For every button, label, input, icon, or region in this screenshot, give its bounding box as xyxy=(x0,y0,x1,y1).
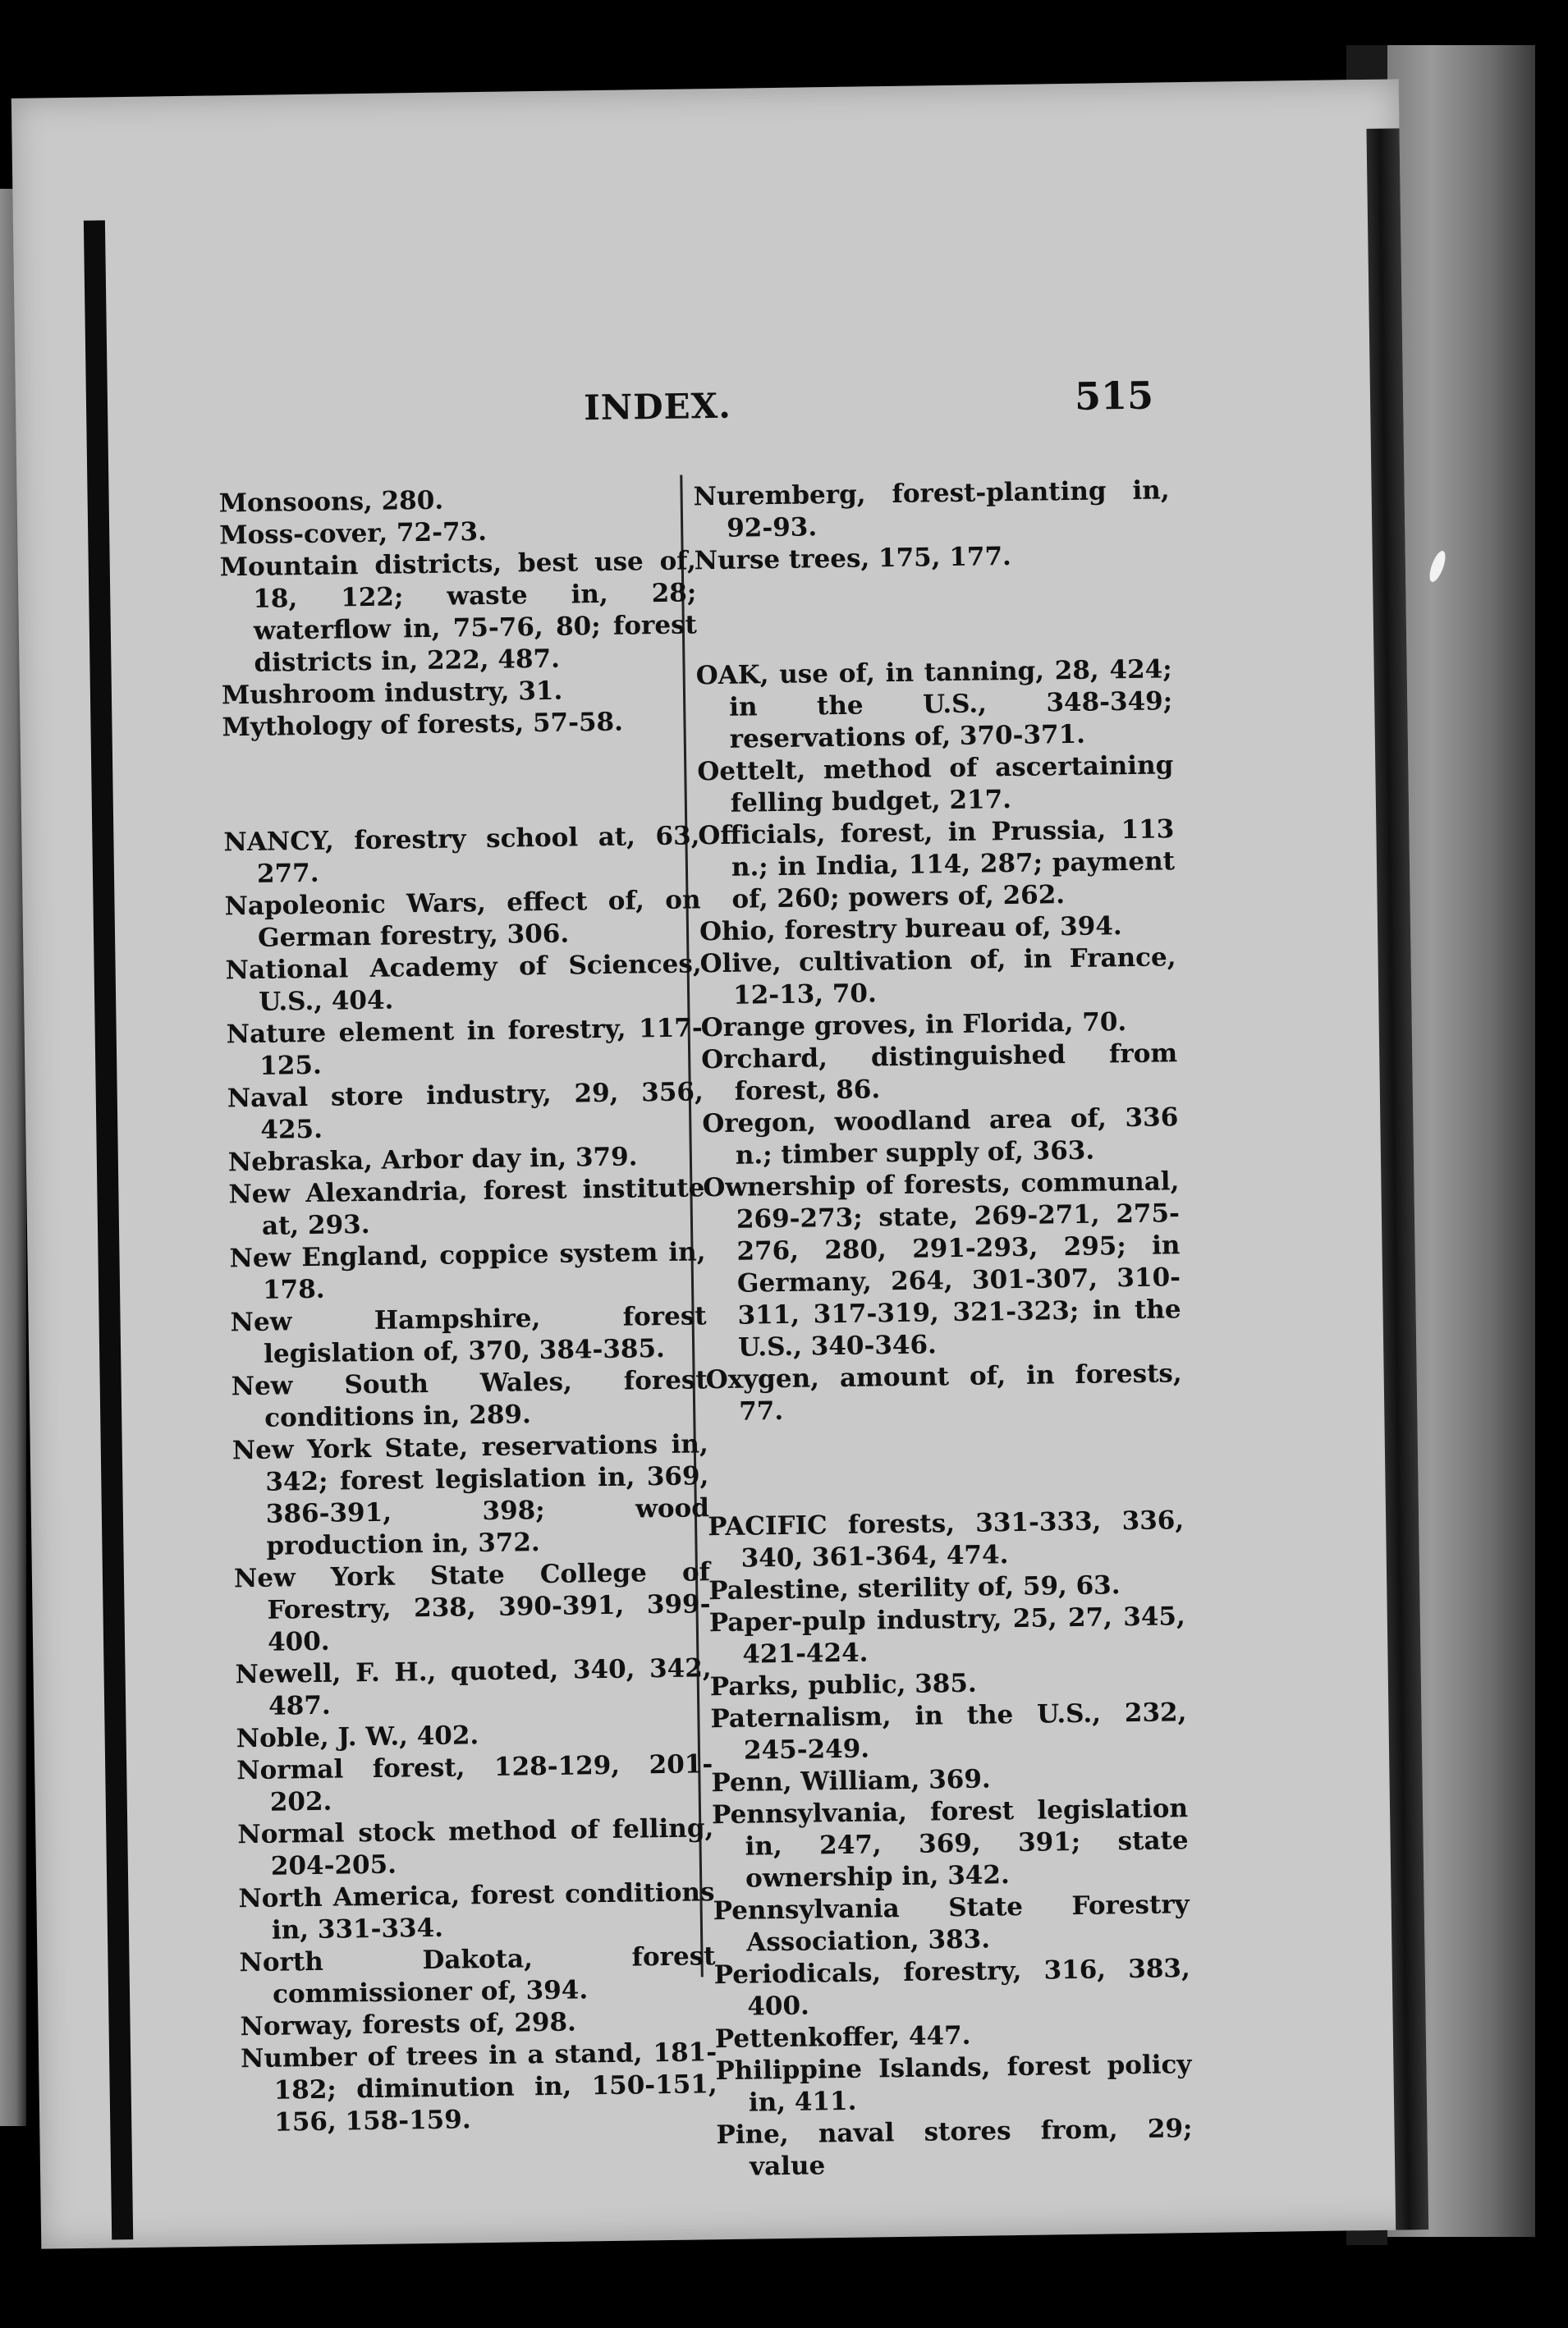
index-entry: Newell, F. H., quoted, 340, 342, 487. xyxy=(235,1653,712,1721)
index-entry: New Alexandria, forest institute at, 293. xyxy=(228,1173,705,1241)
index-entry: Mountain districts, best use of, 18, 122; waste in, 28; waterflow in, 75-76, 80; forest districts in, 222, 487. xyxy=(219,546,698,678)
index-entry: Parks, public, 385. xyxy=(709,1668,977,1702)
index-entry: Orchard, distinguished from forest, 86. xyxy=(700,1038,1178,1107)
index-entry: Penn, William, 369. xyxy=(711,1764,991,1799)
index-entry: New York State, reservations in, 342; forest legislation in, 369, 386-391, 398; wood production in, 372. xyxy=(232,1429,710,1561)
index-entry: North America, forest conditions in, 331-334. xyxy=(238,1877,715,1945)
page-header xyxy=(16,373,1404,445)
index-entry: Olive, cultivation of, in France, 12-13, 70. xyxy=(699,942,1176,1010)
index-entry: Oxygen, amount of, in forests, 77. xyxy=(705,1359,1182,1427)
index-entry: North Dakota, forest commissioner of, 394. xyxy=(239,1941,716,2010)
index-entry: Periodicals, forestry, 316, 383, 400. xyxy=(713,1954,1190,2022)
index-column-right xyxy=(693,474,1193,2184)
index-entry: Officials, forest, in Prussia, 113 n.; in India, 114, 287; payment of, 260; powers of, 262. xyxy=(698,814,1176,914)
index-entry: Ownership of forests, communal, 269-273; state, 269-271, 275-276, 280, 291-293, 295; in Germany, 264, 301-307, 310-311, 317-319, 321-323; in the U.S., 340-346. xyxy=(703,1166,1181,1363)
index-entry: Nurse trees, 175, 177. xyxy=(694,541,1012,576)
index-entry: Nature element in forestry, 117-125. xyxy=(226,1013,703,1081)
index-entry: Nuremberg, forest-planting in, 92-93. xyxy=(693,475,1170,543)
index-entry: Moss-cover, 72-73. xyxy=(219,516,488,551)
index-entry: Mushroom industry, 31. xyxy=(221,676,563,711)
index-entry: Pennsylvania State Forestry Association, 383. xyxy=(713,1890,1190,1958)
index-entry: Pennsylvania, forest legislation in, 247, 369, 391; state ownership in, 342. xyxy=(711,1794,1189,1894)
index-entry: Monsoons, 280. xyxy=(218,485,444,519)
index-entry: PACIFIC forests, 331-333, 336, 340, 361-364, 474. xyxy=(707,1505,1185,1574)
entry-gap xyxy=(222,763,699,801)
index-entry: New South Wales, forest conditions in, 289. xyxy=(231,1365,708,1433)
index-entry: Oregon, woodland area of, 336 n.; timber supply of, 363. xyxy=(702,1102,1179,1171)
index-entry: Pettenkoffer, 447. xyxy=(714,2020,971,2055)
page-number: 515 xyxy=(1074,373,1154,419)
index-entry: Mythology of forests, 57-58. xyxy=(222,707,624,743)
index-entry: Pine, naval stores from, 29; value xyxy=(716,2114,1193,2182)
index-entry: Palestine, sterility of, 59, 63. xyxy=(708,1570,1121,1606)
index-entry: Naval store industry, 29, 356, 425. xyxy=(227,1077,704,1145)
entry-gap xyxy=(695,596,1171,635)
index-entry: Ohio, forestry bureau of, 394. xyxy=(699,911,1122,947)
index-entry: Number of trees in a stand, 181-182; diminution in, 150-151, 156, 158-159. xyxy=(240,2037,718,2138)
index-entry: NANCY, forestry school at, 63, 277. xyxy=(223,821,700,889)
index-entry: Paternalism, in the U.S., 232, 245-249. xyxy=(710,1698,1187,1766)
index-entry: New England, coppice system in, 178. xyxy=(229,1237,706,1305)
index-entry: Normal forest, 128-129, 201-202. xyxy=(236,1749,713,1817)
index-entry: Nebraska, Arbor day in, 379. xyxy=(227,1142,638,1178)
index-entry: National Academy of Sciences, U.S., 404. xyxy=(225,949,702,1017)
book-page xyxy=(11,79,1428,2248)
index-entry: Noble, J. W., 402. xyxy=(236,1721,479,1754)
index-entry: Philippine Islands, forest policy in, 411. xyxy=(715,2050,1192,2118)
index-entry: New York State College of Forestry, 238, 390-391, 399-400. xyxy=(233,1557,711,1657)
index-entry: Normal stock method of felling, 204-205. xyxy=(237,1813,714,1881)
index-entry: New Hampshire, forest legislation of, 370, 384-385. xyxy=(230,1301,707,1369)
entry-gap xyxy=(707,1447,1183,1486)
page-gutter xyxy=(84,220,133,2239)
index-entry: Norway, forests of, 298. xyxy=(240,2007,577,2042)
index-entry: Paper-pulp industry, 25, 27, 345, 421-424. xyxy=(708,1602,1186,1670)
page-title: INDEX. xyxy=(583,385,732,428)
index-column-left xyxy=(218,481,718,2139)
index-entry: Oettelt, method of ascertaining felling budget, 217. xyxy=(697,750,1174,818)
index-entry: Napoleonic Wars, effect of, on German forestry, 306. xyxy=(224,885,701,953)
index-entry: OAK, use of, in tanning, 28, 424; in the U.S., 348-349; reservations of, 370-371. xyxy=(695,654,1173,754)
index-entry: Orange groves, in Florida, 70. xyxy=(700,1007,1127,1043)
